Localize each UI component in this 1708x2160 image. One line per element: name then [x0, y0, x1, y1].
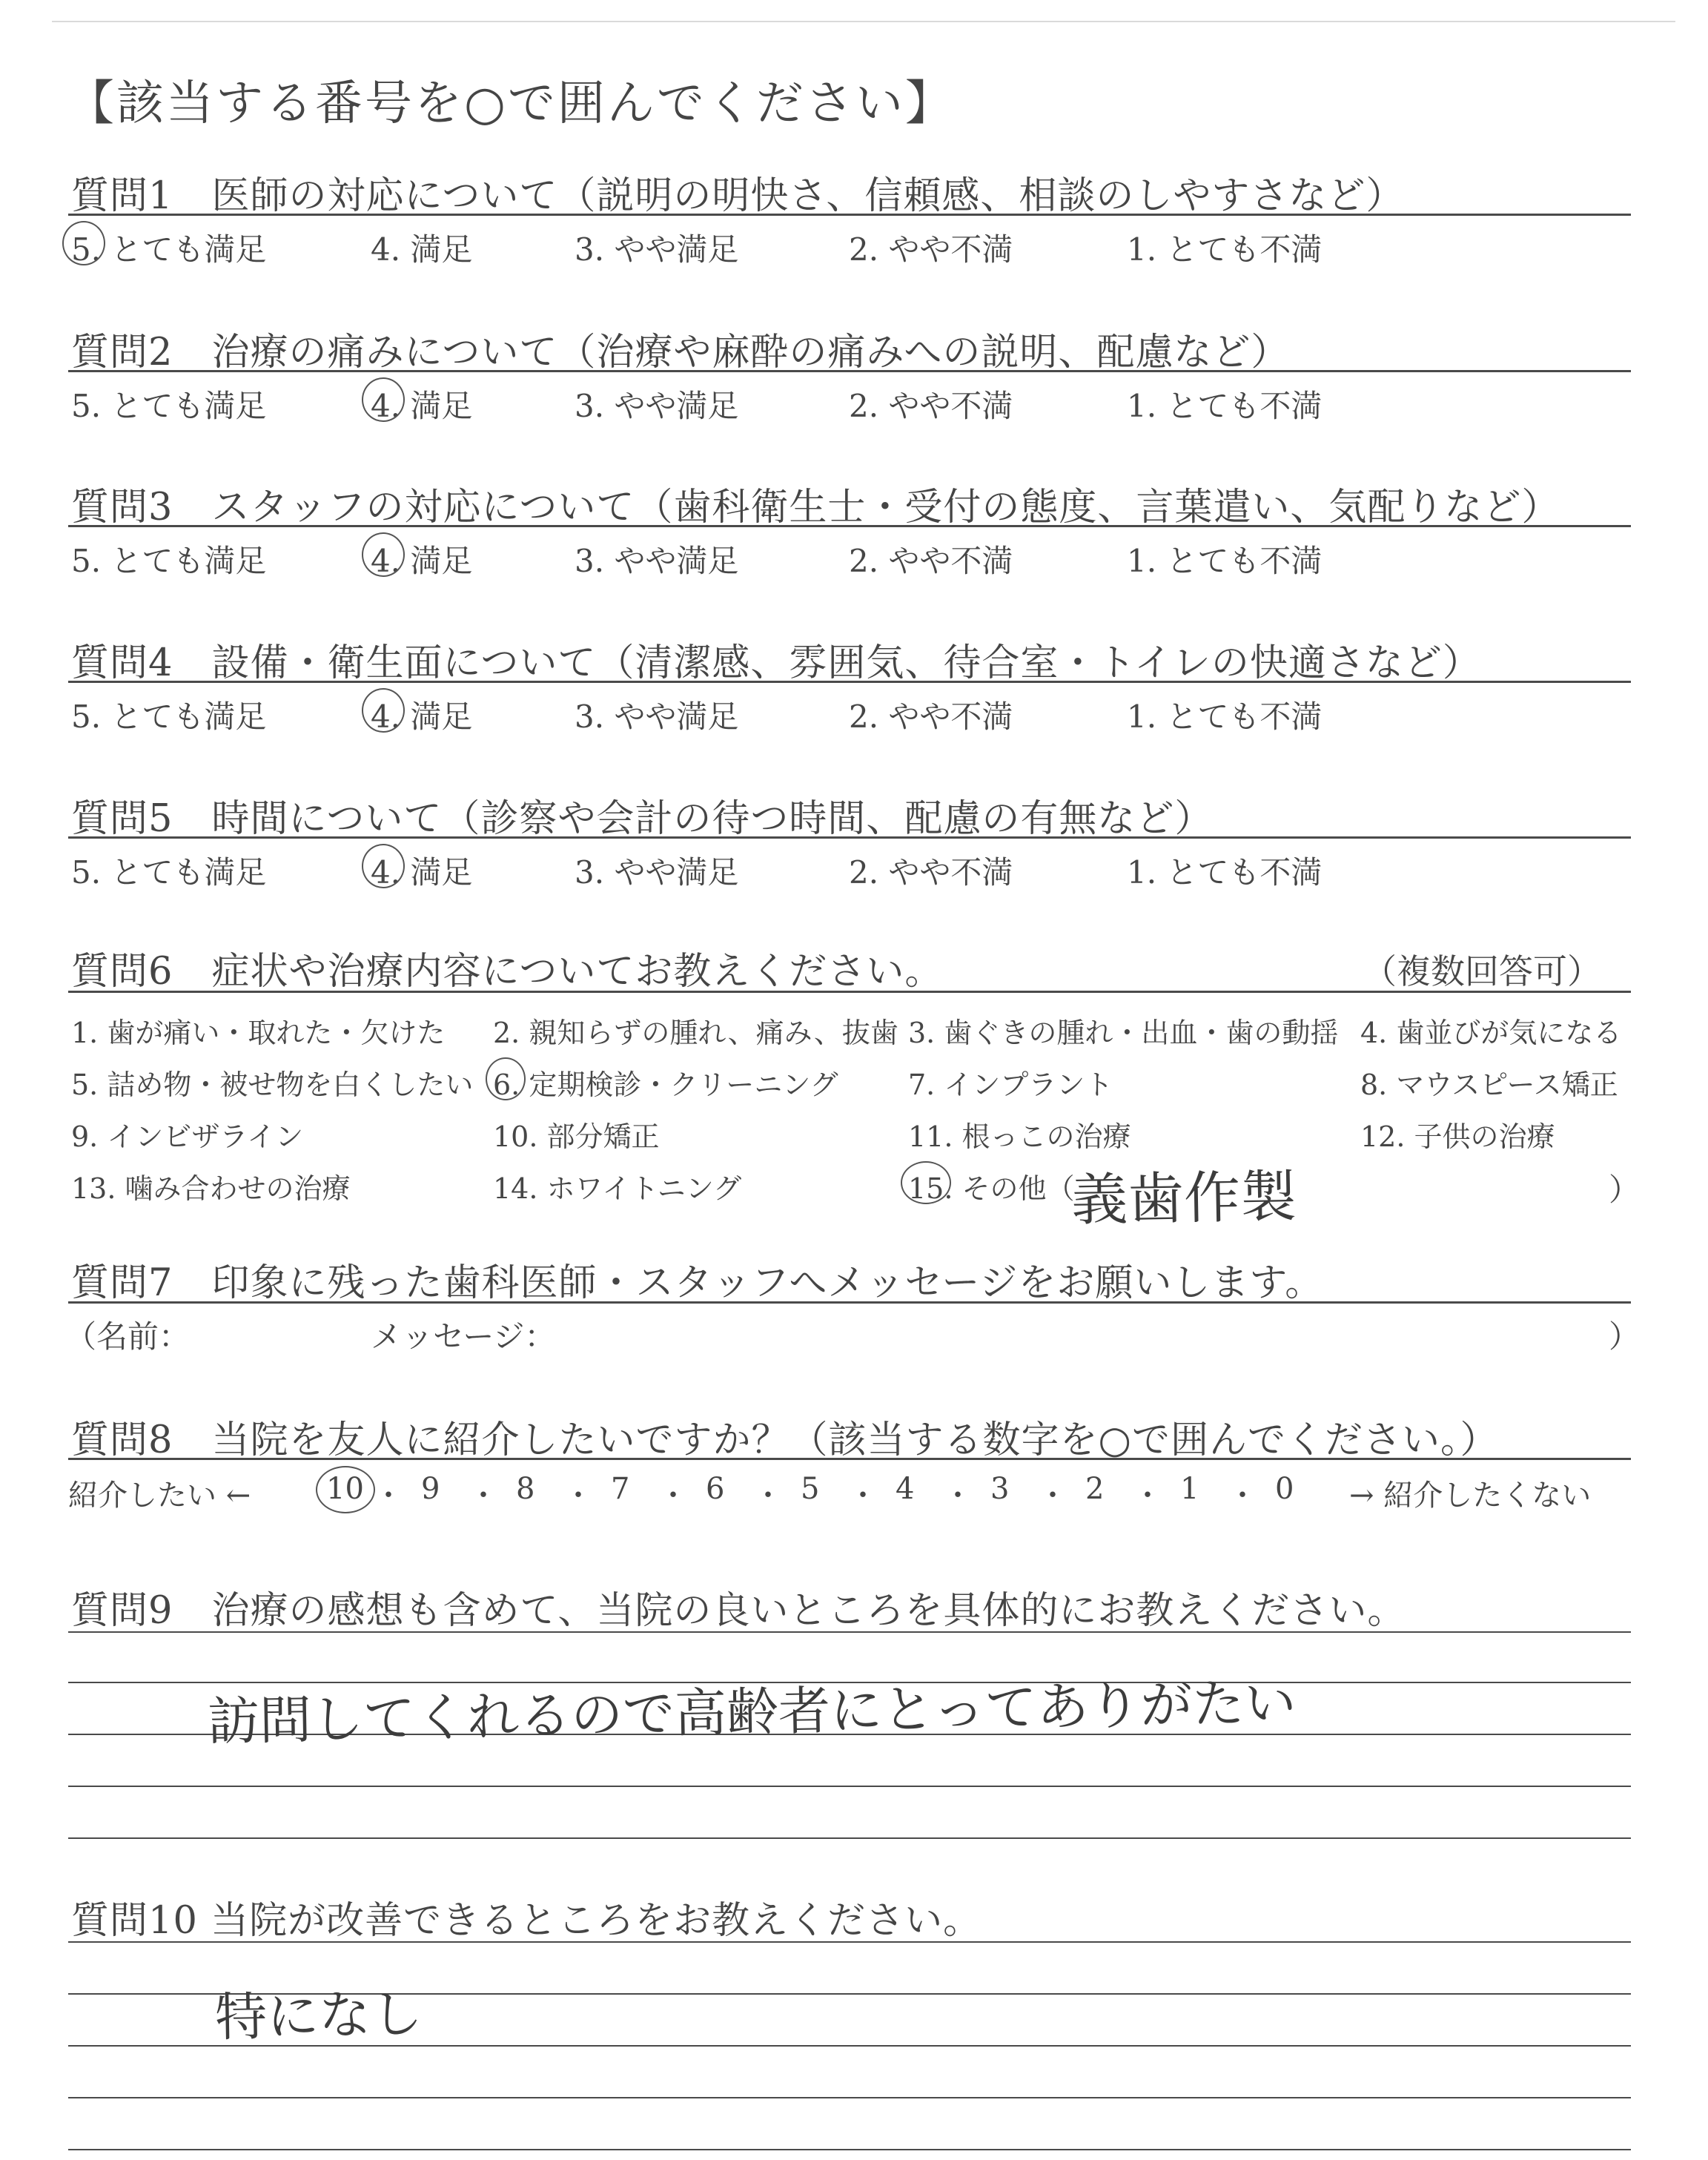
q8-title: 質問8 当院を友人に紹介したいですか？（該当する数字を○で囲んでください。）	[71, 1418, 1499, 1462]
q7-title: 質問7 印象に残った歯科医師・スタッフへメッセージをお願いします。	[71, 1261, 1324, 1305]
q8-separator: ・	[469, 1479, 498, 1513]
form-header: 【該当する番号を○で囲んでください】	[67, 76, 955, 131]
question-2-title: 質問2 治療の痛みについて（治療や麻酔の痛みへの説明、配慮など）	[71, 331, 1290, 374]
question-3-option: 1. とても不満	[1127, 543, 1323, 579]
question-1-option: 2. やや不満	[849, 231, 1013, 268]
q8-scale-number: 0	[1275, 1472, 1294, 1506]
q8-separator: ・	[943, 1479, 973, 1513]
q6-option: 13. 噛み合わせの治療	[71, 1172, 351, 1205]
q8-separator: ・	[1133, 1479, 1162, 1513]
q8-separator: ・	[1228, 1479, 1257, 1513]
q8-scale-number: 6	[706, 1472, 725, 1506]
q10-title: 質問10 当院が改善できるところをお教えください。	[71, 1899, 982, 1943]
q8-left-label: 紹介したい ←	[68, 1479, 251, 1513]
question-1-option: 5. とても満足	[71, 231, 267, 268]
q6-option: 1. 歯が痛い・取れた・欠けた	[71, 1017, 446, 1049]
q9-title: 質問9 治療の感想も含めて、当院の良いところを具体的にお教えください。	[71, 1589, 1406, 1633]
question-1-title: 質問1 医師の対応について（説明の明快さ、信頼感、相談のしやすさなど）	[71, 174, 1405, 218]
q6-selected-circle	[486, 1057, 526, 1100]
question-5-rule	[68, 836, 1631, 839]
q8-scale-number: 3	[990, 1472, 1010, 1506]
q8-selected-circle	[316, 1466, 375, 1513]
q8-scale-number: 9	[421, 1472, 440, 1506]
question-4-selected-circle	[362, 688, 405, 733]
question-2-option: 5. とても満足	[71, 388, 267, 424]
q6-option: 9. インビザライン	[71, 1120, 304, 1153]
q10-line	[68, 2097, 1631, 2098]
question-5-selected-circle	[362, 844, 405, 888]
q7-message-label: メッセージ：	[371, 1318, 556, 1355]
q6-option: 2. 親知らずの腫れ、痛み、抜歯	[493, 1017, 898, 1049]
question-4-option: 3. やや満足	[575, 698, 739, 735]
q6-title: 質問6 症状や治療内容についてお教えください。	[71, 950, 944, 994]
q6-rule	[68, 991, 1631, 993]
q8-separator: ・	[1038, 1479, 1068, 1513]
q10-answer: 特になし	[214, 1984, 423, 2048]
q8-separator: ・	[563, 1479, 593, 1513]
q8-separator: ・	[658, 1479, 688, 1513]
q7-rule	[68, 1301, 1631, 1304]
q6-option: 10. 部分矯正	[493, 1120, 660, 1153]
question-3-option: 4. 満足	[371, 543, 473, 579]
question-4-option: 4. 満足	[371, 698, 473, 735]
question-4-option: 1. とても不満	[1127, 698, 1323, 735]
q8-right-label: → 紹介したくない	[1349, 1479, 1592, 1513]
question-5-title: 質問5 時間について（診察や会計の待つ時間、配慮の有無など）	[71, 797, 1214, 841]
q6-other-close: ）	[1609, 1172, 1641, 1208]
question-4-rule	[68, 681, 1631, 683]
q7-close: ）	[1609, 1318, 1641, 1355]
question-3-selected-circle	[362, 532, 405, 577]
question-2-selected-circle	[362, 377, 405, 422]
question-1-selected-circle	[62, 221, 105, 265]
q10-line	[68, 1941, 1631, 1943]
question-5-option: 3. やや満足	[575, 854, 739, 891]
q9-line	[68, 1631, 1631, 1633]
question-2-option: 3. やや満足	[575, 388, 739, 424]
q10-line	[68, 2149, 1631, 2150]
q8-scale-number: 8	[516, 1472, 535, 1506]
q6-option: 7. インプラント	[908, 1069, 1113, 1101]
question-4-option: 5. とても満足	[71, 698, 267, 735]
question-3-option: 5. とても満足	[71, 543, 267, 579]
question-5-option: 5. とても満足	[71, 854, 267, 891]
q9-line	[68, 1786, 1631, 1787]
question-2-option: 1. とても不満	[1127, 388, 1323, 424]
q8-scale-number: 7	[611, 1472, 630, 1506]
q9-answer: 訪問してくれるので高齢者にとってありがたい	[207, 1672, 1297, 1752]
q6-option: 5. 詰め物・被せ物を白くしたい	[71, 1069, 474, 1101]
question-2-option: 2. やや不満	[849, 388, 1013, 424]
question-3-rule	[68, 525, 1631, 527]
q6-option: 11. 根っこの治療	[908, 1120, 1131, 1153]
question-1-option: 3. やや満足	[575, 231, 739, 268]
question-1-rule	[68, 214, 1631, 216]
question-3-option: 3. やや満足	[575, 543, 739, 579]
q8-rule	[68, 1458, 1631, 1460]
q6-option: 4. 歯並びが気になる	[1360, 1017, 1622, 1049]
q8-scale-number: 4	[896, 1472, 915, 1506]
q6-option: 15. その他（	[908, 1172, 1075, 1205]
question-3-option: 2. やや不満	[849, 543, 1013, 579]
question-1-option: 1. とても不満	[1127, 231, 1323, 268]
q6-option: 6. 定期検診・クリーニング	[493, 1069, 838, 1101]
q6-option: 3. 歯ぐきの腫れ・出血・歯の動揺	[908, 1017, 1339, 1049]
question-1-option: 4. 満足	[371, 231, 473, 268]
q7-name-label: （名前：	[65, 1318, 191, 1355]
question-5-option: 1. とても不満	[1127, 854, 1323, 891]
question-2-rule	[68, 370, 1631, 372]
question-3-title: 質問3 スタッフの対応について（歯科衛生士・受付の態度、言葉遣い、気配りなど）	[71, 486, 1560, 529]
question-4-title: 質問4 設備・衛生面について（清潔感、雰囲気、待合室・トイレの快適さなど）	[71, 641, 1481, 685]
question-4-option: 2. やや不満	[849, 698, 1013, 735]
q6-note: （複数回答可）	[1363, 951, 1601, 991]
q6-option: 14. ホワイトニング	[493, 1172, 742, 1205]
q8-scale-number: 10	[326, 1472, 364, 1506]
top-border	[52, 21, 1675, 22]
q8-separator: ・	[753, 1479, 783, 1513]
q6-selected-circle	[901, 1161, 951, 1204]
q8-scale-number: 5	[801, 1472, 820, 1506]
q8-scale-number: 1	[1180, 1472, 1199, 1506]
q6-option: 8. マウスピース矯正	[1360, 1069, 1618, 1101]
question-5-option: 4. 満足	[371, 854, 473, 891]
q8-separator: ・	[848, 1479, 878, 1513]
q9-line	[68, 1837, 1631, 1839]
q8-separator: ・	[374, 1479, 403, 1513]
question-5-option: 2. やや不満	[849, 854, 1013, 891]
question-2-option: 4. 満足	[371, 388, 473, 424]
q6-option: 12. 子供の治療	[1360, 1120, 1555, 1153]
q6-other-answer: 義歯作製	[1070, 1163, 1297, 1233]
q8-scale-number: 2	[1085, 1472, 1105, 1506]
